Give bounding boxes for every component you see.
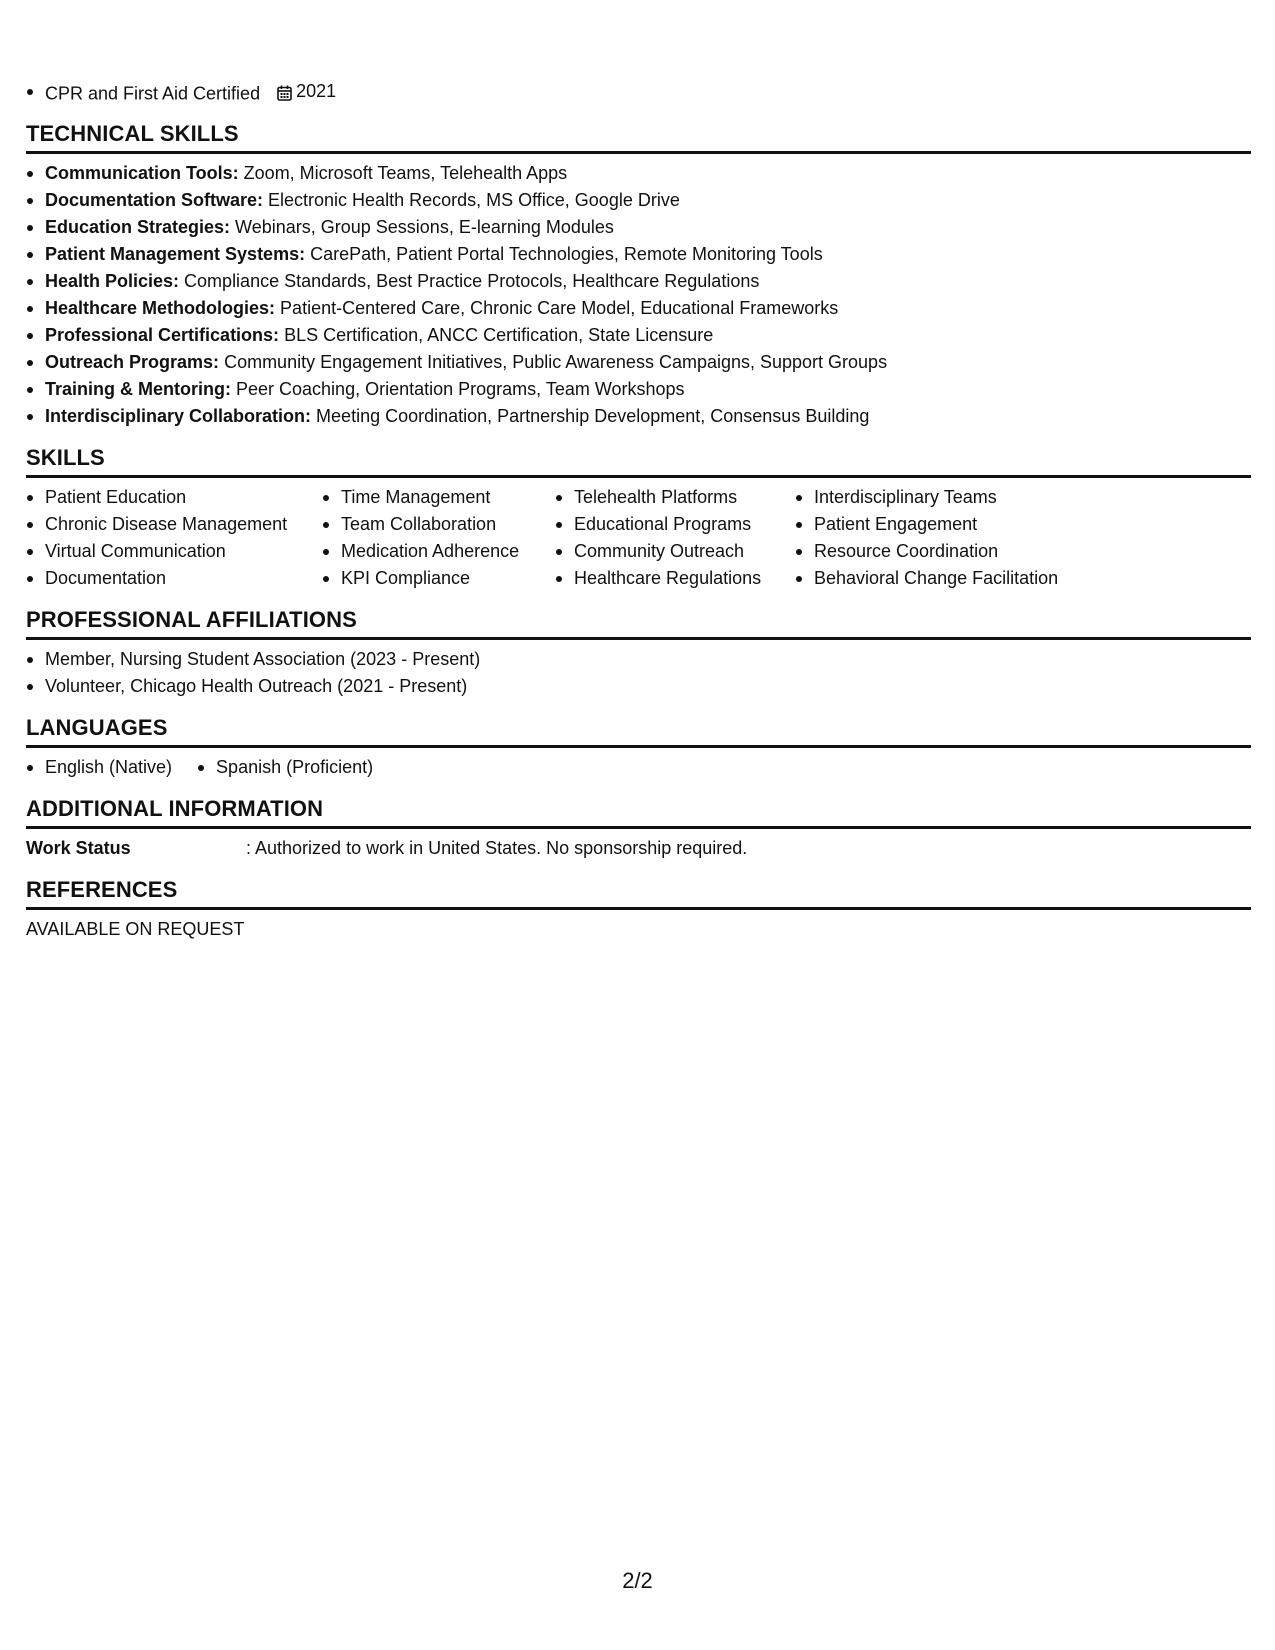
list-item: KPI Compliance <box>341 565 555 592</box>
section-title-skills: SKILLS <box>26 443 1251 478</box>
info-value: : Authorized to work in United States. No sponsorship required. <box>246 837 748 858</box>
skill-category-label: Education Strategies: <box>45 216 231 237</box>
calendar-icon <box>277 85 292 101</box>
skill-category-value: Patient-Centered Care, Chronic Care Model, Educational Frameworks <box>275 297 839 318</box>
list-item: Healthcare Regulations <box>574 565 795 592</box>
list-item <box>45 160 1251 187</box>
section-title-technical-skills: TECHNICAL SKILLS <box>26 119 1251 154</box>
additional-info-section <box>26 794 1251 862</box>
list-item: English (Native) <box>45 754 172 781</box>
skill-category-value: CarePath, Patient Portal Technologies, Remote Monitoring Tools <box>305 243 823 264</box>
resume-page <box>26 78 1251 956</box>
list-item: Member, Nursing Student Association (2023 - Present) <box>45 646 1251 673</box>
list-item: Chronic Disease Management <box>45 511 322 538</box>
skill-category-label: Health Policies: <box>45 270 180 291</box>
references-section <box>26 875 1251 943</box>
list-item: Volunteer, Chicago Health Outreach (2021 - Present) <box>45 673 1251 700</box>
skill-category-label: Outreach Programs: <box>45 351 220 372</box>
list-item <box>45 376 1251 403</box>
skills-column <box>322 484 555 592</box>
list-item <box>45 295 1251 322</box>
list-item: Virtual Communication <box>45 538 322 565</box>
list-item: Telehealth Platforms <box>574 484 795 511</box>
page-number: 2/2 <box>622 1568 653 1593</box>
certification-year: 2021 <box>296 81 337 101</box>
skill-category-value: Compliance Standards, Best Practice Protocols, Healthcare Regulations <box>179 270 760 291</box>
section-title-affiliations: PROFESSIONAL AFFILIATIONS <box>26 605 1251 640</box>
list-item: Time Management <box>341 484 555 511</box>
skill-category-label: Interdisciplinary Collaboration: <box>45 405 312 426</box>
affiliations-list <box>26 646 1251 700</box>
skill-category-label: Documentation Software: <box>45 189 264 210</box>
list-item: Interdisciplinary Teams <box>814 484 1074 511</box>
skill-category-label: Professional Certifications: <box>45 324 280 345</box>
technical-skills-section <box>26 119 1251 430</box>
section-title-references: REFERENCES <box>26 875 1251 910</box>
skill-category-value: Electronic Health Records, MS Office, Google Drive <box>263 189 680 210</box>
skill-category-label: Communication Tools: <box>45 162 239 183</box>
list-item: Community Outreach <box>574 538 795 565</box>
skill-category-value: Meeting Coordination, Partnership Development, Consensus Building <box>311 405 870 426</box>
section-title-additional-info: ADDITIONAL INFORMATION <box>26 794 1251 829</box>
affiliations-section <box>26 605 1251 700</box>
skill-category-value: BLS Certification, ANCC Certification, State Licensure <box>279 324 714 345</box>
skills-column <box>555 484 795 592</box>
list-item <box>45 403 1251 430</box>
list-item <box>45 349 1251 376</box>
list-item: Resource Coordination <box>814 538 1074 565</box>
skill-category-value: Zoom, Microsoft Teams, Telehealth Apps <box>238 162 568 183</box>
list-item <box>45 78 1251 108</box>
list-item <box>45 322 1251 349</box>
list-item: Educational Programs <box>574 511 795 538</box>
list-item: Team Collaboration <box>341 511 555 538</box>
info-label: Work Status <box>26 837 131 858</box>
list-item <box>45 187 1251 214</box>
languages-section <box>26 713 1251 781</box>
info-row-work-status <box>26 835 1251 862</box>
technical-skills-list <box>26 160 1251 430</box>
list-item: Spanish (Proficient) <box>216 754 373 781</box>
skill-category-value: Peer Coaching, Orientation Programs, Team Workshops <box>231 378 685 399</box>
skills-column <box>795 484 1074 592</box>
list-item <box>45 268 1251 295</box>
list-item: Patient Education <box>45 484 322 511</box>
skills-grid <box>26 484 1251 592</box>
skill-category-value: Community Engagement Initiatives, Public Awareness Campaigns, Support Groups <box>219 351 888 372</box>
skill-category-label: Patient Management Systems: <box>45 243 306 264</box>
section-title-languages: LANGUAGES <box>26 713 1251 748</box>
skill-category-label: Healthcare Methodologies: <box>45 297 276 318</box>
list-item: Patient Engagement <box>814 511 1074 538</box>
certification-list <box>26 78 1251 108</box>
list-item <box>45 241 1251 268</box>
certification-date <box>277 78 336 105</box>
list-item: Medication Adherence <box>341 538 555 565</box>
list-item: Documentation <box>45 565 322 592</box>
languages-list <box>26 754 1251 781</box>
skill-category-value: Webinars, Group Sessions, E-learning Modules <box>230 216 614 237</box>
skills-section <box>26 443 1251 592</box>
skills-column <box>26 484 322 592</box>
certification-name: CPR and First Aid Certified <box>45 83 261 104</box>
list-item <box>45 214 1251 241</box>
list-item: Behavioral Change Facilitation <box>814 565 1074 592</box>
skill-category-label: Training & Mentoring: <box>45 378 231 399</box>
references-text: AVAILABLE ON REQUEST <box>26 918 245 939</box>
